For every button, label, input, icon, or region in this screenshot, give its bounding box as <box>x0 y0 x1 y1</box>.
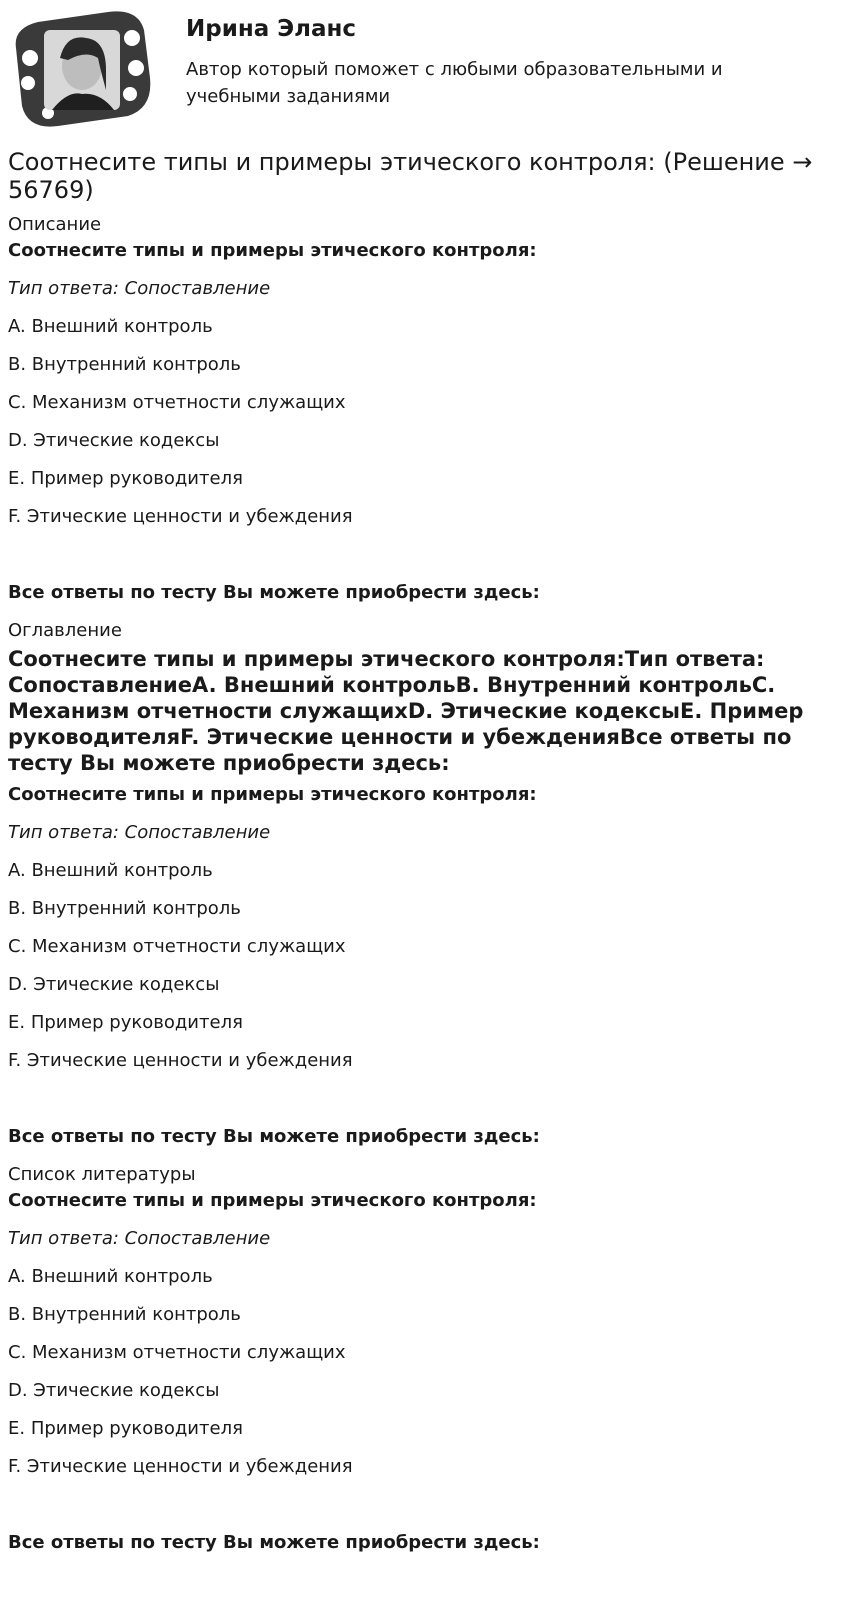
author-name[interactable]: Ирина Эланс <box>186 16 357 42</box>
option-item: D. Этические кодексы <box>8 1380 220 1401</box>
option-item: F. Этические ценности и убеждения <box>8 506 353 527</box>
option-item: E. Пример руководителя <box>8 468 243 489</box>
toc-heading: Соотнесите типы и примеры этического контроля:Тип ответа: СопоставлениеA. Внешний контрольB. Внутренний контрольC. Механизм отчетности служащихD. Этические кодексыE. Пример руководителяF. Этические ценности и убежденияВсе ответы по тесту Вы можете приобрести здесь: <box>8 647 804 775</box>
page-title: Соотнесите типы и примеры этического контроля: (Решение → 56769) <box>8 148 813 204</box>
author-avatar[interactable] <box>8 8 153 128</box>
option-item: E. Пример руководителя <box>8 1418 243 1439</box>
question-title: Соотнесите типы и примеры этического контроля: <box>8 1190 537 1211</box>
section-label-toc: Оглавление <box>8 620 122 641</box>
question-title: Соотнесите типы и примеры этического контроля: <box>8 240 537 261</box>
section-label-description: Описание <box>8 214 102 235</box>
answer-type: Тип ответа: Сопоставление <box>8 1228 271 1249</box>
buy-answers-link[interactable]: Все ответы по тесту Вы можете приобрести здесь: <box>8 1532 540 1553</box>
option-item: D. Этические кодексы <box>8 974 220 995</box>
option-item: C. Механизм отчетности служащих <box>8 1342 346 1363</box>
option-item: C. Механизм отчетности служащих <box>8 392 346 413</box>
option-item: A. Внешний контроль <box>8 1266 213 1287</box>
option-item: D. Этические кодексы <box>8 430 220 451</box>
option-item: A. Внешний контроль <box>8 316 213 337</box>
option-item: F. Этические ценности и убеждения <box>8 1456 353 1477</box>
option-item: A. Внешний контроль <box>8 860 213 881</box>
option-item: B. Внутренний контроль <box>8 1304 241 1325</box>
section-label-references: Список литературы <box>8 1164 196 1185</box>
main-content <box>8 148 833 1570</box>
author-description: Автор который поможет с любыми образовательными и учебными заданиями <box>186 59 723 107</box>
option-item: C. Механизм отчетности служащих <box>8 936 346 957</box>
option-item: F. Этические ценности и убеждения <box>8 1050 353 1071</box>
buy-answers-link[interactable]: Все ответы по тесту Вы можете приобрести здесь: <box>8 582 540 603</box>
question-title: Соотнесите типы и примеры этического контроля: <box>8 784 537 805</box>
answer-type: Тип ответа: Сопоставление <box>8 822 271 843</box>
buy-answers-link[interactable]: Все ответы по тесту Вы можете приобрести здесь: <box>8 1126 540 1147</box>
option-item: B. Внутренний контроль <box>8 354 241 375</box>
answer-type: Тип ответа: Сопоставление <box>8 278 271 299</box>
option-item: B. Внутренний контроль <box>8 898 241 919</box>
author-card <box>8 8 839 128</box>
option-item: E. Пример руководителя <box>8 1012 243 1033</box>
